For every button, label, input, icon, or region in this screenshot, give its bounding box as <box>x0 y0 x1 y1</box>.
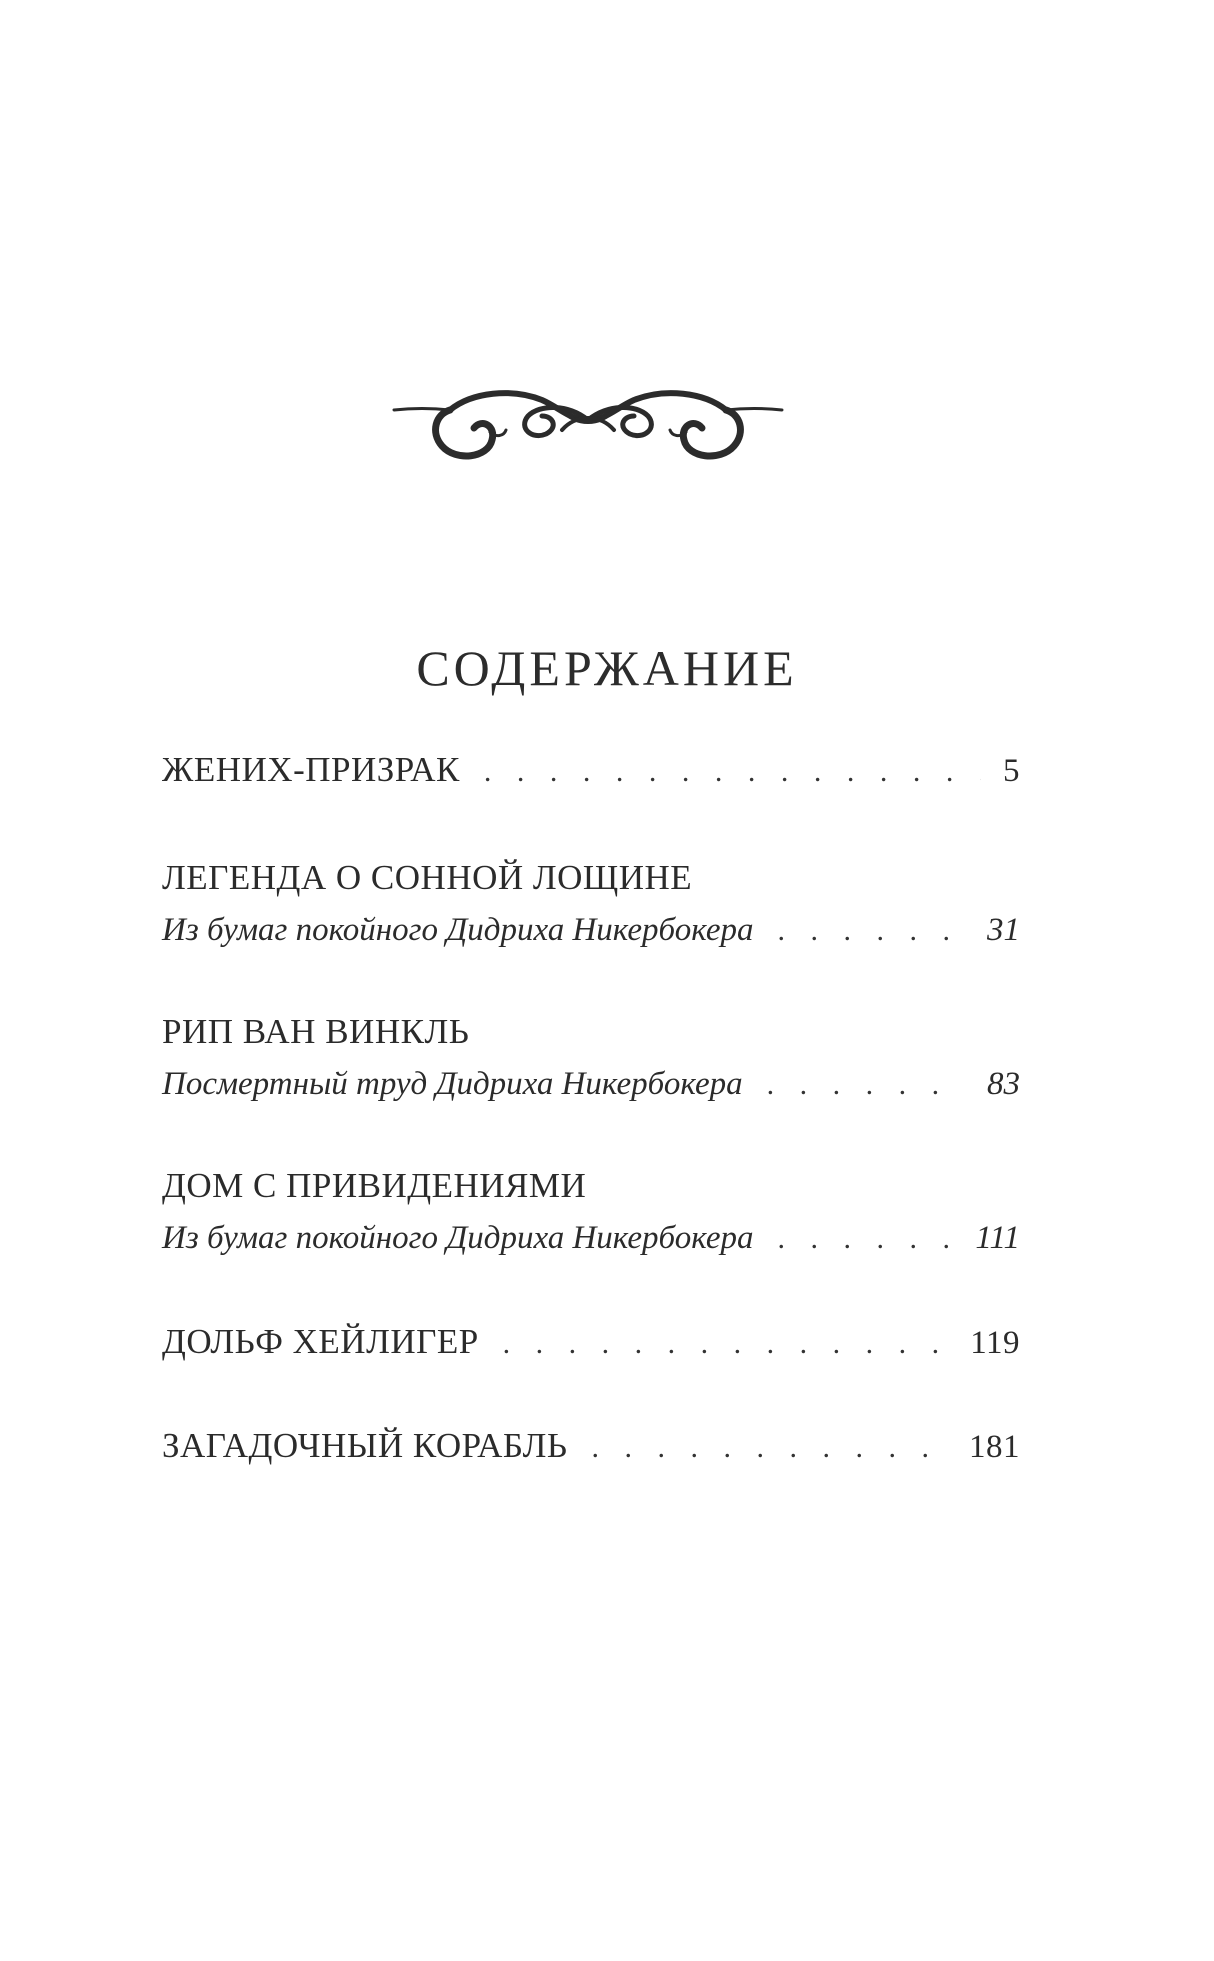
toc-entry-line <box>162 1424 1020 1470</box>
toc-entry-title: ЛЕГЕНДА О СОННОЙ ЛОЩИНЕ <box>162 858 693 897</box>
toc-entry <box>162 1164 1020 1261</box>
toc-entry-line <box>162 1320 1020 1366</box>
toc-entry-title: ДОЛЬФ ХЕЙЛИГЕР <box>162 1322 479 1361</box>
toc-page-number: 5 <box>1003 753 1020 789</box>
toc-entry-line <box>162 908 1020 953</box>
toc-entry-title: ЗАГАДОЧНЫЙ КОРАБЛЬ <box>162 1426 568 1465</box>
toc-entry <box>162 856 1020 953</box>
toc-page-number: 31 <box>987 912 1020 948</box>
toc-page-number: 119 <box>970 1325 1020 1361</box>
dot-leader <box>484 750 981 794</box>
toc-entry-subtitle: Из бумаг покойного Дидриха Никербокера <box>162 1220 754 1256</box>
toc-page-number: 83 <box>987 1066 1020 1102</box>
dot-leader <box>591 1426 947 1470</box>
toc-title: СОДЕРЖАНИЕ <box>416 640 798 696</box>
dot-leader <box>777 1217 953 1261</box>
toc-entry <box>162 1320 1020 1366</box>
toc-entry <box>162 748 1020 794</box>
dot-leader <box>767 1063 965 1107</box>
toc-entry-subtitle: Из бумаг покойного Дидриха Никербокера <box>162 912 754 948</box>
toc-entry-title: РИП ВАН ВИНКЛЬ <box>162 1012 470 1051</box>
toc-entry-title: ДОМ С ПРИВИДЕНИЯМИ <box>162 1166 587 1205</box>
toc-page-number: 111 <box>975 1220 1020 1256</box>
toc-entry <box>162 1010 1020 1107</box>
toc-entry-line <box>162 748 1020 794</box>
dot-leader <box>503 1322 949 1366</box>
toc-entry-title: ЖЕНИХ-ПРИЗРАК <box>162 750 460 789</box>
flourish-ornament-icon <box>392 370 784 470</box>
toc-entry-line <box>162 1216 1020 1261</box>
toc-entry-line <box>162 1062 1020 1107</box>
toc-entry <box>162 1424 1020 1470</box>
toc-page-number: 181 <box>969 1429 1020 1465</box>
toc-entry-subtitle: Посмертный труд Дидриха Никербокера <box>162 1066 743 1102</box>
dot-leader <box>777 909 965 953</box>
